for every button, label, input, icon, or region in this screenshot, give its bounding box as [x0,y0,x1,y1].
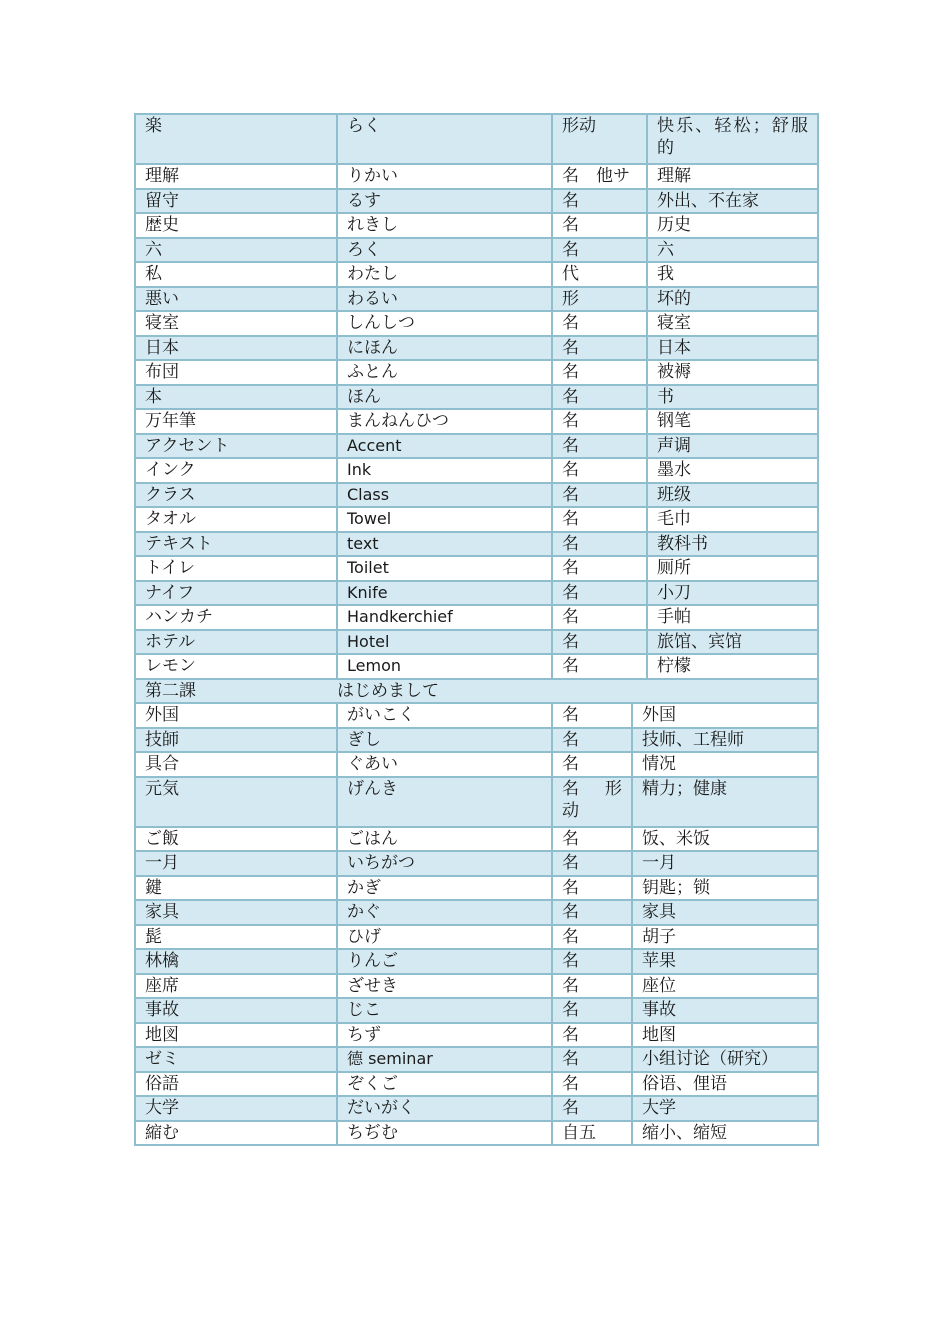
reading-cell: いちがつ [337,851,552,876]
table-row [135,409,818,434]
word-cell: 一月 [135,851,337,876]
meaning-cell: 家具 [632,900,818,925]
table-row [135,949,818,974]
word-cell: 悪い [135,287,337,312]
reading-cell: Hotel [337,630,552,655]
word-cell: 外国 [135,703,337,728]
word-cell: クラス [135,483,337,508]
vocabulary-table-body [135,114,818,1145]
table-row [135,1096,818,1121]
meaning-cell: 声调 [647,434,818,459]
reading-cell: ごはん [337,827,552,852]
reading-cell: Knife [337,581,552,606]
pos-cell: 名 [552,1023,632,1048]
pos-cell: 名 [552,630,647,655]
reading-cell: がいこく [337,703,552,728]
table-row [135,654,818,679]
word-cell: ご飯 [135,827,337,852]
word-cell: 歴史 [135,213,337,238]
meaning-cell: 历史 [647,213,818,238]
table-row [135,1072,818,1097]
table-row [135,630,818,655]
meaning-cell: 外国 [632,703,818,728]
meaning-cell: 大学 [632,1096,818,1121]
meaning-cell: 技师、工程师 [632,728,818,753]
meaning-cell: 座位 [632,974,818,999]
meaning-cell: 手帕 [647,605,818,630]
table-row [135,827,818,852]
meaning-cell: 班级 [647,483,818,508]
pos-cell: 名 [552,385,647,410]
reading-cell: ちぢむ [337,1121,552,1146]
word-cell: 事故 [135,998,337,1023]
meaning-cell: 寝室 [647,311,818,336]
meaning-cell: 俗语、俚语 [632,1072,818,1097]
reading-cell: ぐあい [337,752,552,777]
table-row [135,777,818,827]
reading-cell: わたし [337,262,552,287]
word-cell: 大学 [135,1096,337,1121]
meaning-cell: 柠檬 [647,654,818,679]
reading-cell: らく [337,114,552,164]
meaning-cell: 墨水 [647,458,818,483]
reading-cell: ぞくご [337,1072,552,1097]
word-cell: 理解 [135,164,337,189]
word-cell: 日本 [135,336,337,361]
table-row [135,581,818,606]
table-row [135,925,818,950]
pos-cell: 名 [552,532,647,557]
lesson-title: 第二課 [135,679,337,704]
pos-cell: 名 [552,876,632,901]
meaning-cell: 钢笔 [647,409,818,434]
reading-cell: Handkerchief [337,605,552,630]
table-row [135,360,818,385]
reading-cell: Accent [337,434,552,459]
table-row [135,1047,818,1072]
word-cell: タオル [135,507,337,532]
pos-cell: 代 [552,262,647,287]
meaning-cell: 小组讨论（研究） [632,1047,818,1072]
meaning-cell: 缩小、缩短 [632,1121,818,1146]
reading-cell: ほん [337,385,552,410]
meaning-cell: 外出、不在家 [647,189,818,214]
reading-cell: かぐ [337,900,552,925]
word-cell: 具合 [135,752,337,777]
table-row [135,900,818,925]
reading-cell: Towel [337,507,552,532]
pos-cell: 名 [552,507,647,532]
reading-cell: りかい [337,164,552,189]
reading-cell: ぎし [337,728,552,753]
pos-cell: 名 [552,238,647,263]
pos-cell: 名 [552,827,632,852]
meaning-cell: 快乐、轻松；舒服的 [647,114,818,164]
meaning-cell: 被褥 [647,360,818,385]
meaning-cell: 书 [647,385,818,410]
meaning-cell: 毛巾 [647,507,818,532]
meaning-cell: 地图 [632,1023,818,1048]
table-row [135,189,818,214]
meaning-cell: 胡子 [632,925,818,950]
pos-cell: 名 [552,409,647,434]
table-row [135,1121,818,1146]
reading-cell: ざせき [337,974,552,999]
pos-cell: 形动 [552,114,647,164]
table-row [135,434,818,459]
reading-cell: じこ [337,998,552,1023]
word-cell: 寝室 [135,311,337,336]
table-row [135,998,818,1023]
pos-cell: 名 [552,605,647,630]
word-cell: 鍵 [135,876,337,901]
pos-cell: 名 [552,654,647,679]
word-cell: 留守 [135,189,337,214]
table-row [135,262,818,287]
word-cell: 髭 [135,925,337,950]
table-row [135,458,818,483]
table-row [135,974,818,999]
pos-cell: 形 [552,287,647,312]
meaning-cell: 旅馆、宾馆 [647,630,818,655]
word-cell: 俗語 [135,1072,337,1097]
reading-cell: るす [337,189,552,214]
table-row [135,114,818,164]
meaning-cell: 精力；健康 [632,777,818,827]
pos-cell: 名 [552,1047,632,1072]
word-cell: 楽 [135,114,337,164]
word-cell: 本 [135,385,337,410]
reading-cell: かぎ [337,876,552,901]
reading-cell: ひげ [337,925,552,950]
meaning-cell: 饭、米饭 [632,827,818,852]
meaning-cell: 一月 [632,851,818,876]
reading-cell: しんしつ [337,311,552,336]
word-cell: 私 [135,262,337,287]
table-row [135,1023,818,1048]
reading-cell: にほん [337,336,552,361]
pos-cell: 名 [552,703,632,728]
table-row [135,336,818,361]
table-row [135,213,818,238]
pos-cell: 名 [552,434,647,459]
table-row [135,556,818,581]
pos-cell: 名 [552,851,632,876]
word-cell: ゼミ [135,1047,337,1072]
table-row [135,876,818,901]
word-cell: ホテル [135,630,337,655]
vocabulary-table [134,113,819,1146]
word-cell: 布団 [135,360,337,385]
word-cell: 林檎 [135,949,337,974]
reading-cell: Class [337,483,552,508]
table-row [135,483,818,508]
pos-cell: 名 [552,483,647,508]
reading-cell: りんご [337,949,552,974]
pos-cell: 名 [552,556,647,581]
word-cell: 六 [135,238,337,263]
word-cell: ハンカチ [135,605,337,630]
pos-cell: 名 [552,900,632,925]
meaning-cell: 六 [647,238,818,263]
meaning-cell: 钥匙；锁 [632,876,818,901]
table-row [135,164,818,189]
table-row [135,532,818,557]
pos-cell: 名 [552,458,647,483]
table-row [135,311,818,336]
reading-cell: れきし [337,213,552,238]
pos-cell: 名 [552,360,647,385]
word-cell: インク [135,458,337,483]
reading-cell: Lemon [337,654,552,679]
table-row [135,851,818,876]
reading-cell: わるい [337,287,552,312]
reading-cell: げんき [337,777,552,827]
table-row [135,238,818,263]
pos-cell: 名 形动 [552,777,632,827]
meaning-cell: 我 [647,262,818,287]
word-cell: テキスト [135,532,337,557]
word-cell: 地図 [135,1023,337,1048]
pos-cell: 自五 [552,1121,632,1146]
reading-cell: ちず [337,1023,552,1048]
pos-cell: 名 [552,949,632,974]
reading-cell: Toilet [337,556,552,581]
word-cell: 家具 [135,900,337,925]
word-cell: 縮む [135,1121,337,1146]
reading-cell: Ink [337,458,552,483]
pos-cell: 名 [552,1096,632,1121]
meaning-cell: 理解 [647,164,818,189]
word-cell: 万年筆 [135,409,337,434]
pos-cell: 名 [552,189,647,214]
reading-cell: text [337,532,552,557]
word-cell: レモン [135,654,337,679]
pos-cell: 名 [552,925,632,950]
table-row [135,703,818,728]
meaning-cell: 情况 [632,752,818,777]
table-row [135,605,818,630]
table-row [135,728,818,753]
table-row [135,385,818,410]
meaning-cell: 教科书 [647,532,818,557]
meaning-cell: 坏的 [647,287,818,312]
pos-cell: 名 [552,752,632,777]
word-cell: ナイフ [135,581,337,606]
word-cell: トイレ [135,556,337,581]
pos-cell: 名 [552,581,647,606]
meaning-cell: 厕所 [647,556,818,581]
table-row [135,752,818,777]
pos-cell: 名 [552,1072,632,1097]
pos-cell: 名 他サ [552,164,647,189]
lesson-header-row [135,679,818,704]
meaning-cell: 苹果 [632,949,818,974]
pos-cell: 名 [552,336,647,361]
pos-cell: 名 [552,728,632,753]
table-row [135,507,818,532]
pos-cell: 名 [552,213,647,238]
meaning-cell: 事故 [632,998,818,1023]
reading-cell: 德 seminar [337,1047,552,1072]
reading-cell: まんねんひつ [337,409,552,434]
lesson-subtitle: はじめまして [337,679,818,704]
word-cell: アクセント [135,434,337,459]
table-row [135,287,818,312]
word-cell: 技師 [135,728,337,753]
reading-cell: ふとん [337,360,552,385]
word-cell: 元気 [135,777,337,827]
word-cell: 座席 [135,974,337,999]
meaning-cell: 日本 [647,336,818,361]
pos-cell: 名 [552,974,632,999]
reading-cell: ろく [337,238,552,263]
pos-cell: 名 [552,311,647,336]
reading-cell: だいがく [337,1096,552,1121]
pos-cell: 名 [552,998,632,1023]
meaning-cell: 小刀 [647,581,818,606]
